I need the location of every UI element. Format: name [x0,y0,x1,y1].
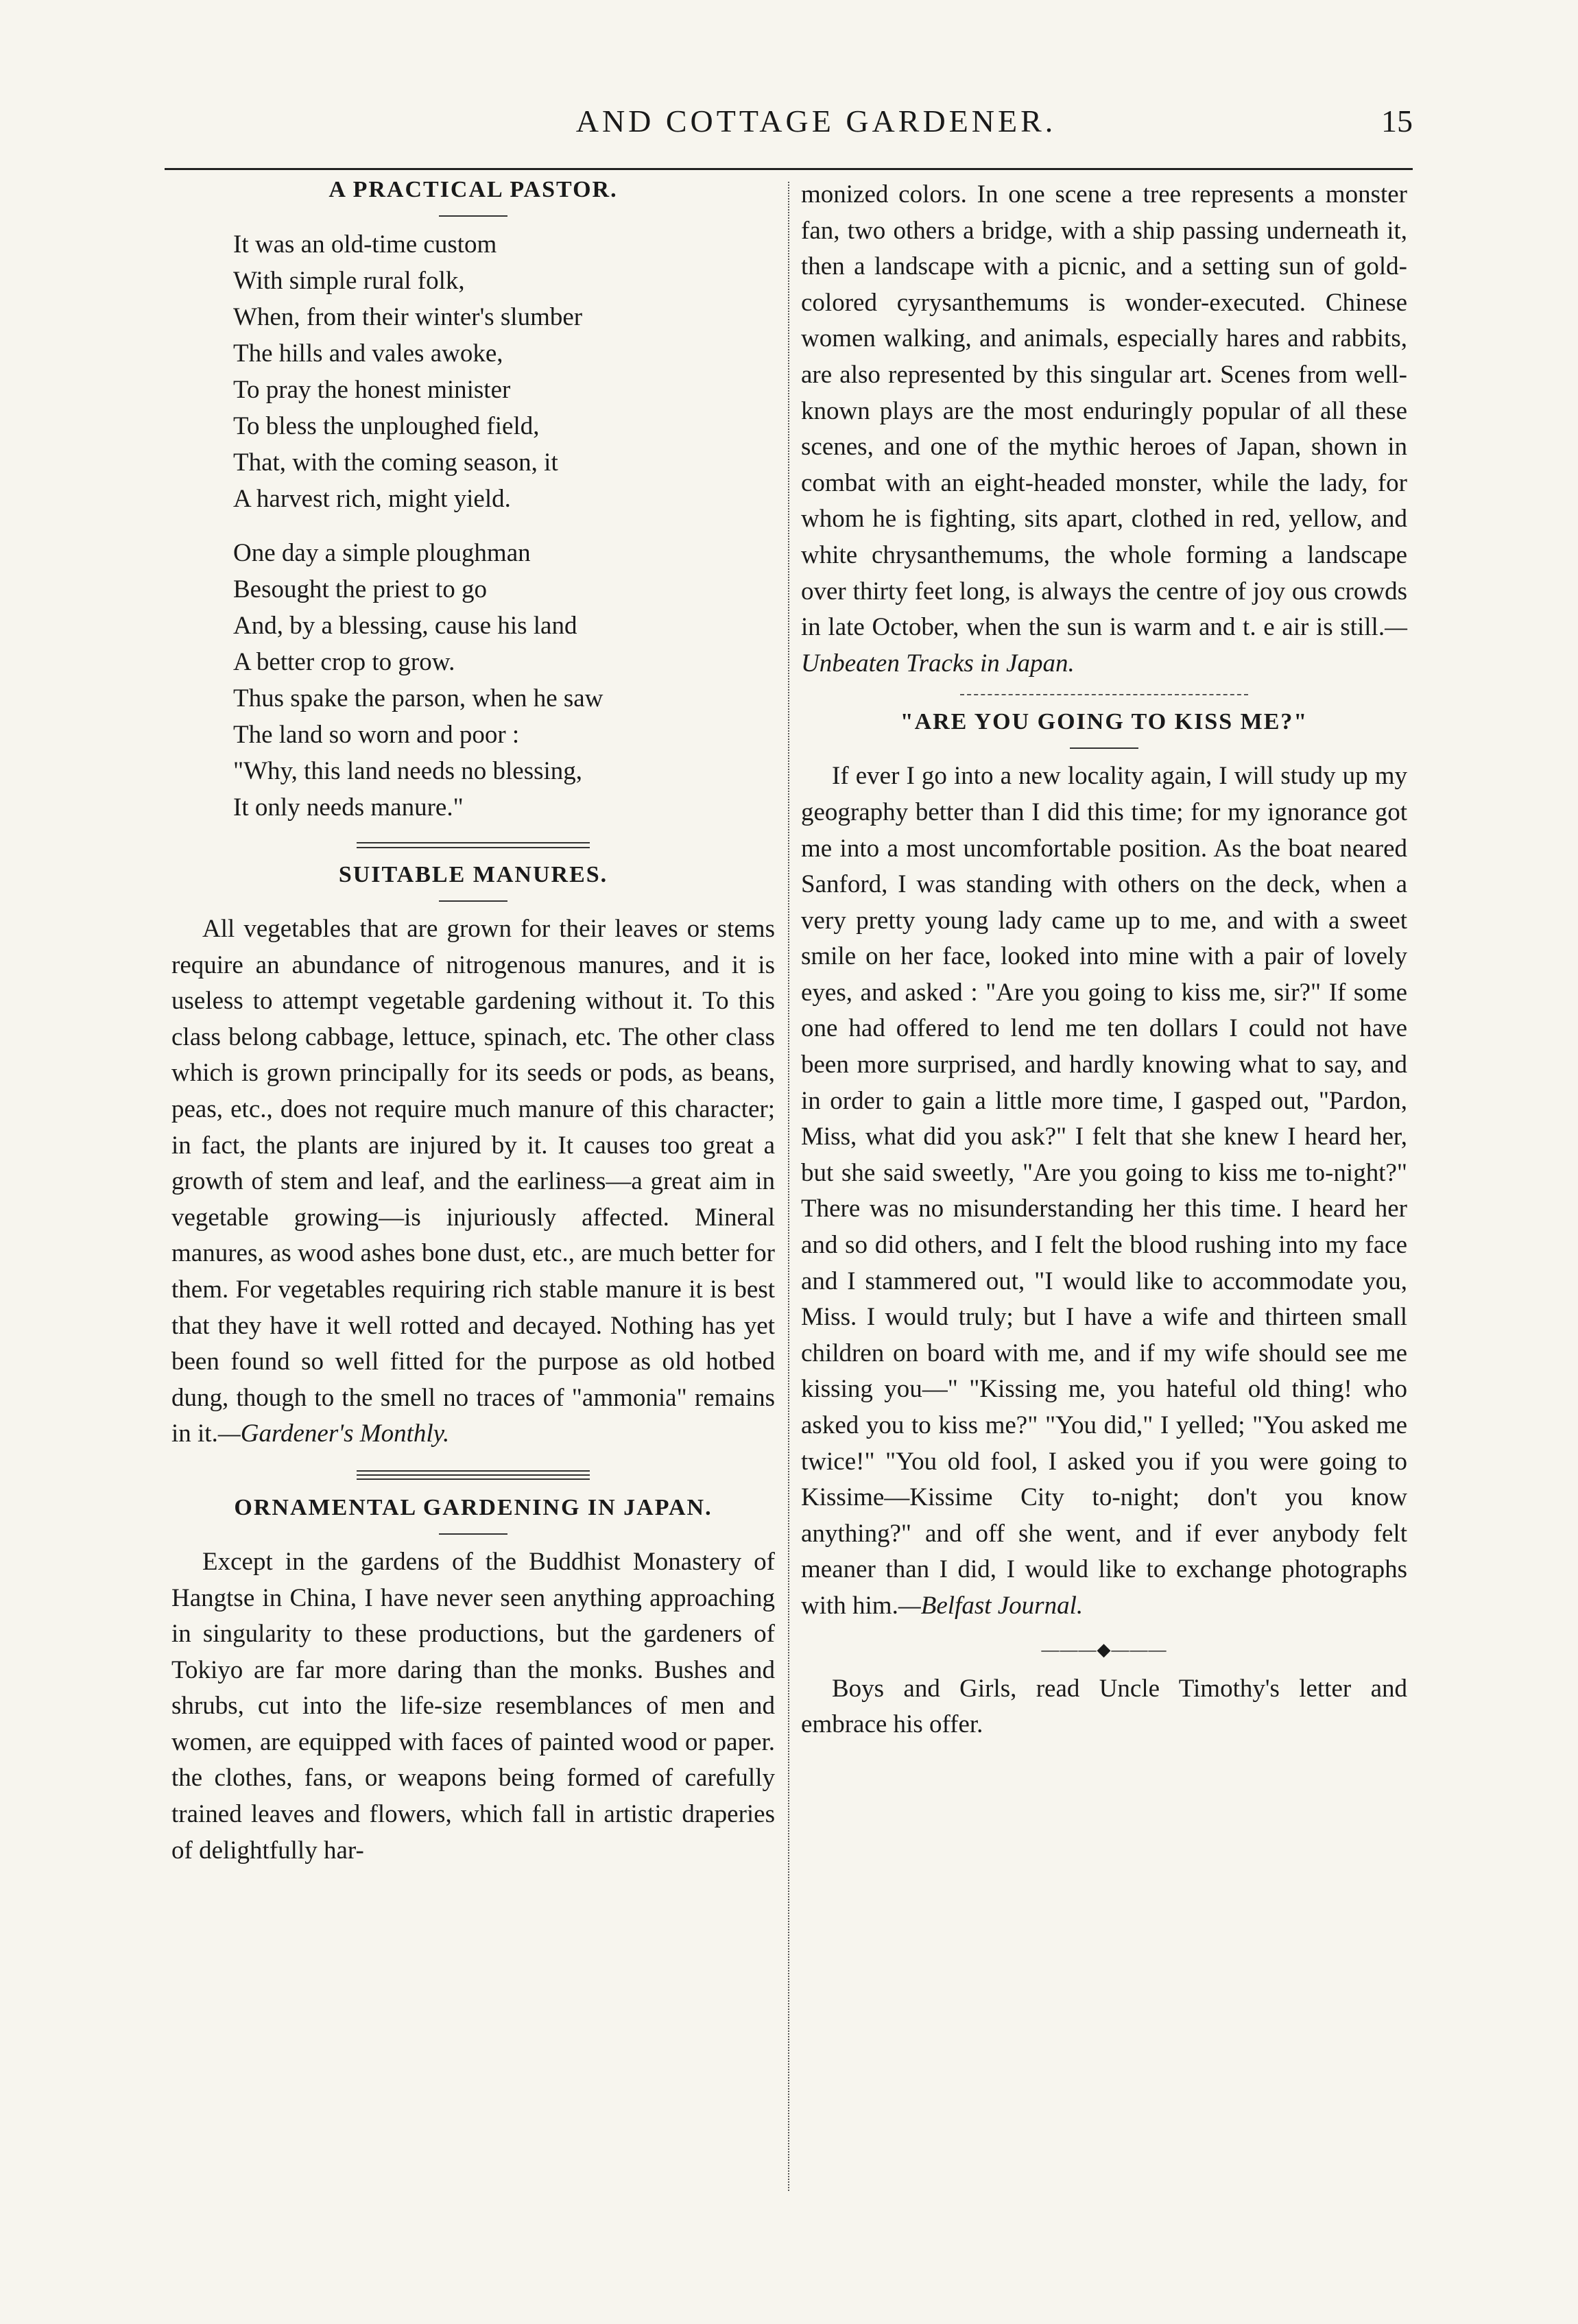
notice-uncle-timothy [801,1671,1407,1743]
page-number: 15 [1381,104,1413,139]
title-rule [1070,747,1138,749]
ornament-rule: ———◆——— [1041,1639,1167,1660]
header-rule [165,168,1413,170]
article-suitable-manures [171,862,775,1452]
title-rule [439,1533,507,1535]
poem-line: A harvest rich, might yield. [233,485,511,513]
section-rule [357,842,590,848]
article-kiss-me [801,709,1407,1624]
stanza-gap [233,517,775,535]
section-rule [960,694,1248,695]
poem [233,226,775,826]
notice-text: Boys and Girls, read Uncle Timothy's letter and embrace his offer. [801,1674,1407,1739]
body-text: If ever I go into a new locality again, I will study up my geography better than I did this time; for my ignorance got me into a most uncomfortable position. As the boat neared Sanford, I was standing with others on the deck, when a very pretty young lady came up to me, and with a sweet smile on her face, looked into mine with a pair of lovely eyes, and asked : "Are you going to kiss me, sir?" If some one had offered to lend me ten dollars I could not have been more surprised, and hardly knowing what to say, and in order to gain a little more time, I gasped out, "Pardon, Miss, what did you ask?" I felt that she knew I heard her, but she said sweetly, "Are you going to kiss me to-night?" There was no misunderstanding her this time. I heard her and so did others, and I felt the blood rushing into my face and I stammered out, "I would like to accommodate you, Miss. I would truly; but I have a wife and thirteen small children on board with me, and if my wife should see me kissing you—" "Kissing me, you hateful old thing! who asked you to kiss me?" "You did," I yelled; "You asked me twice!" "You old fool, I asked you if you were going to Kissime—Kissime City to-night; don't you know anything?" and off she went, and if ever anybody felt meaner than I did, I would like to exchange photographs with him. [801,762,1407,1620]
poem-line: "Why, this land needs no blessing, [233,757,583,785]
poem-line: And, by a blessing, cause his land [233,612,577,640]
article-ornamental-gardening-continued [801,177,1407,682]
title-rule [439,900,507,902]
poem-line: The hills and vales awoke, [233,339,503,368]
poem-line: A better crop to grow. [233,648,455,676]
article-body [801,758,1407,1624]
poem-line: Thus spake the parson, when he saw [233,684,603,712]
source-citation: —Belfast Journal. [898,1591,1084,1620]
poem-line: With simple rural folk, [233,267,465,295]
body-text: All vegetables that are grown for their leaves or stems require an abundance of nitrogenous manures, and it is useless to attempt vegetable gardening without it. To this class belong cabbage, lettuce, spinach, etc. The other class which is grown principally for its seeds or pods, as beans, peas, etc., does not require much manure of this character; in fact, the plants are injured by it. It causes too great a growth of stem and leaf, and the earliness—a great aim in vegetable growing—is injuriously affected. Mineral manures, as wood ashes bone dust, etc., are much better for them. For vegetables requiring rich stable manure it is best that they have it well rotted and decayed. Nothing has yet been found so well fitted for the purpose as old hotbed dung, though to the smell no traces of "ammonia" remains in it. [171,915,775,1448]
article-body [171,911,775,1452]
left-column [171,177,775,1869]
poem-line: It was an old-time custom [233,230,497,259]
running-head: AND COTTAGE GARDENER. [575,104,1057,139]
poem-line: That, with the coming season, it [233,448,558,477]
source-citation: —Gardener's Monthly. [217,1419,450,1448]
body-text: monized colors. In one scene a tree represents a monster fan, two others a bridge, with a ship passing underneath it, then a landscape with a picnic, and a setting sun of gold-colored cyrysanthemums is wonder-executed. Chinese women walking, and animals, especially hares and rabbits, are also represented by this singular art. Scenes from well-known plays are the most enduringly popular of all these scenes, and one of the mythic heroes of Japan, shown in combat with an eight-headed monster, while the lady, for whom he is fighting, sits apart, clothed in red, yellow, and white chrysanthemums, the whole forming a landscape over thirty feet long, is always the centre of joy ous crowds in late October, when the sun is warm and t. e air is still. [801,180,1407,642]
article-body-continued [801,177,1407,682]
article-title: ORNAMENTAL GARDENING IN JAPAN. [234,1494,713,1520]
article-title: A PRACTICAL PASTOR. [328,177,618,202]
poem-line: To bless the unploughed field, [233,412,540,440]
column-divider [788,182,789,2191]
poem-line: When, from their winter's slumber [233,303,583,331]
poem-line: The land so worn and poor : [233,721,520,749]
article-title: SUITABLE MANURES. [338,862,608,887]
article-title: "ARE YOU GOING TO KISS ME?" [900,709,1308,735]
title-rule [439,215,507,217]
poem-line: One day a simple ploughman [233,539,531,567]
source-citation: —Unbeaten Tracks in Japan. [801,613,1407,678]
article-ornamental-gardening [171,1495,775,1869]
poem-line: Besought the priest to go [233,575,487,603]
right-column [801,177,1407,1743]
section-rule [357,1470,590,1480]
article-practical-pastor [171,177,775,826]
poem-line: To pray the honest minister [233,376,511,404]
poem-line: It only needs manure." [233,793,464,822]
page-header [165,103,1413,158]
article-body: Except in the gardens of the Buddhist Monastery of Hangtse in China, I have never seen anything approaching in singularity to these productions, but the gardeners of Tokiyo are far more daring than the monks. Bushes and shrubs, cut into the life-size resemblances of men and women, are equipped with faces of painted wood or paper. the clothes, fans, or weapons being formed of carefully trained leaves and flowers, which fall in artistic draperies of delightfully har- [171,1547,775,1865]
